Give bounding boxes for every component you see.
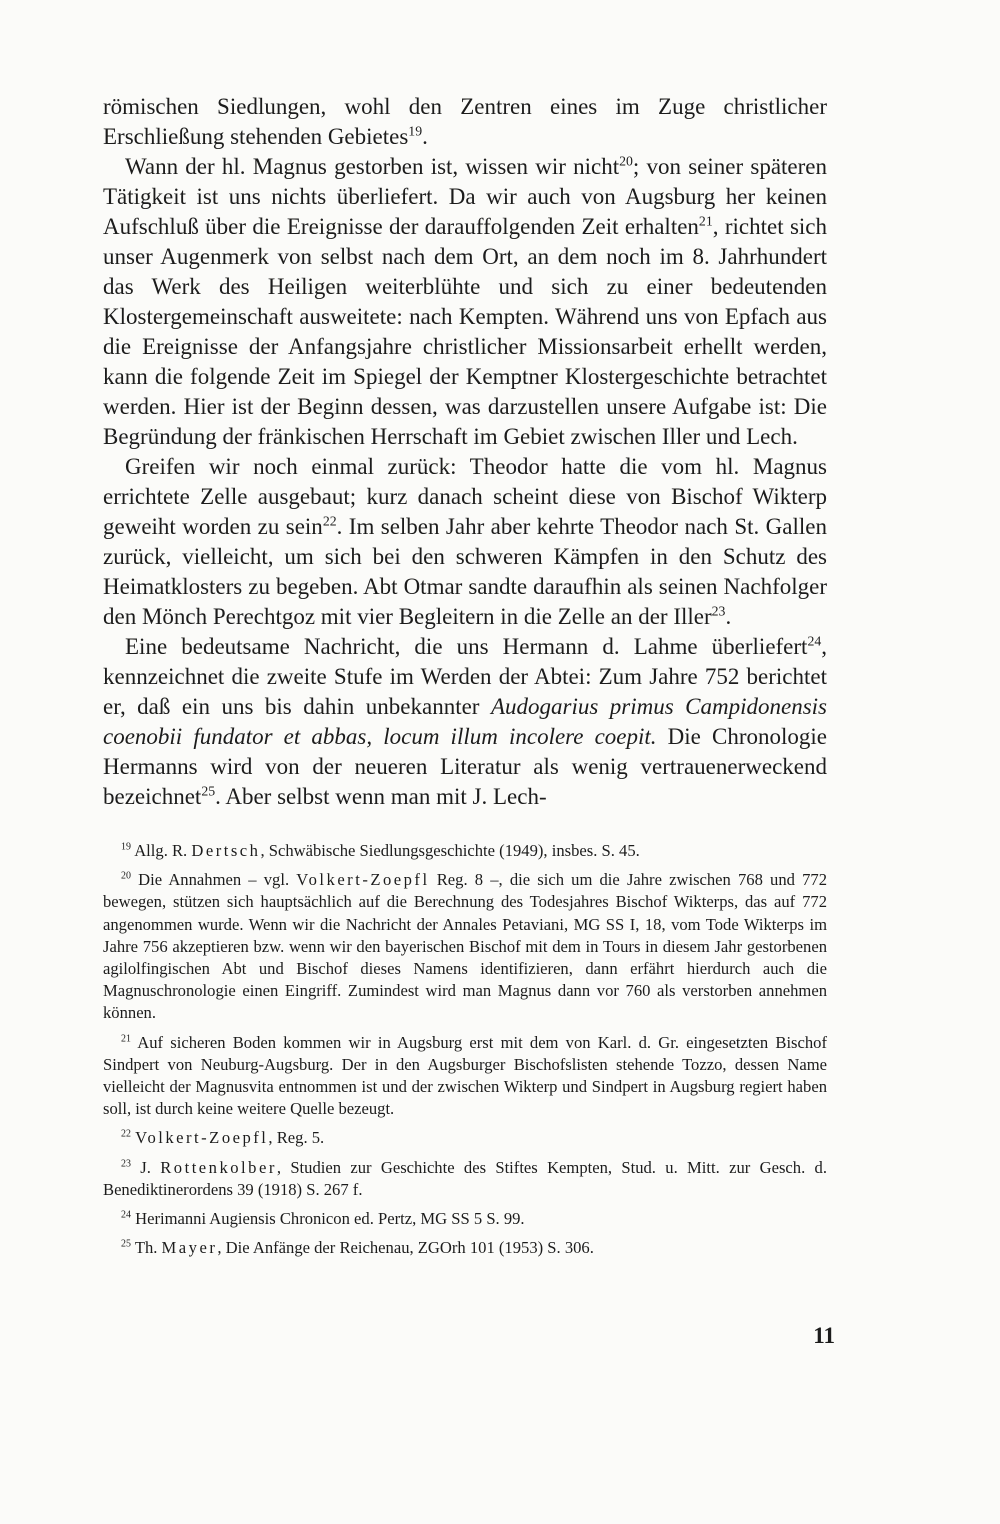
author-name: Rottenkolber: [160, 1157, 277, 1177]
text-run: .: [422, 124, 428, 149]
paragraph-3: [103, 452, 827, 632]
page: [103, 92, 827, 1266]
text-run: , Die Anfänge der Reichenau, ZGOrh 101 (1953) S. 306.: [217, 1238, 594, 1258]
footnote-23: [103, 1157, 827, 1201]
text-run: Auf sicheren Boden kommen wir in Augsburg erst mit dem von Karl. d. Gr. eingesetzten Bischof Sindpert von Neuburg-Augsburg. Der in den Augsburger Bischofslisten stehende Tozzo, dessen Name vielleicht der Magnusvita entnommen ist und der zwischen Wikterp und Sindpert in Augsburg regiert haben soll, ist durch keine weitere Quelle bezeugt.: [103, 1032, 828, 1119]
footnote-number: 21: [121, 1033, 131, 1045]
text-run: . Aber selbst wenn man mit J. Lech-: [215, 784, 547, 809]
text-run: Herimanni Augiensis Chronicon ed. Pertz, MG SS 5 S. 99.: [135, 1209, 525, 1229]
text-run: Reg. 8 –, die sich um die Jahre zwischen 768 und 772 bewegen, stützen sich hauptsächlich auf die Berechnung des Todesjahres Bischof Wikterps, das auf 772 angenommen wurde. Wenn wir die Nachricht der Annales Petaviani, MG SS I, 18, vom Tode Wikterps im Jahre 756 akzeptieren bzw. wenn wir den bayerischen Bischof mit dem in Tours in diesem Jahr gestorbenen agilolfingischen Abt und Bischof dieses Namens identifizieren, dann erfährt hierdurch auch die Magnuschronologie einen Eingriff. Zumindest wird man Magnus dann vor 760 als verstorben annehmen können.: [103, 870, 827, 1023]
text-run: Th.: [134, 1238, 162, 1258]
latin-quote: Audogarius primus Campidonensis coenobii fundator et abbas, locum illum incolere coepit.: [103, 694, 827, 749]
footnote-22: [103, 1127, 827, 1149]
paragraph-2: [103, 152, 827, 452]
paragraph-4: [103, 632, 827, 812]
footnote-ref: 23: [711, 603, 726, 619]
footnote-ref: 25: [201, 783, 216, 799]
footnote-24: [103, 1208, 827, 1230]
footnote-number: 22: [121, 1128, 131, 1140]
footnote-ref: 22: [322, 513, 337, 529]
text-run: Greifen wir noch einmal zurück: Theodor hatte die vom hl. Magnus errichtete Zelle ausgebaut; kurz danach scheint diese von Bischof Wikterp geweiht worden zu sein: [103, 454, 827, 539]
author-name: Volkert-Zoepfl: [135, 1128, 269, 1148]
page-number: 11: [813, 1323, 835, 1348]
footnote-number: 25: [121, 1238, 131, 1250]
author-name: Volkert-Zoepfl: [296, 870, 430, 890]
footnote-20: [103, 869, 827, 1024]
footnote-ref: 20: [619, 153, 633, 169]
text-run: , richtet sich unser Augenmerk von selbst nach dem Ort, an dem noch im 8. Jahrhundert das Werk des Heiligen weiterblühte und sich zu einer bedeutenden Klostergemeinschaft ausweitete: nach Kempten. Während uns von Epfach aus die Ereignisse der Anfangsjahre christlicher Missionsarbeit erhellt werden, kann die folgende Zeit im Spiegel der Kemptner Klostergeschichte betrachtet werden. Hier ist der Beginn dessen, was darzustellen unsere Aufgabe ist: Die Begründung der fränkischen Herrschaft im Gebiet zwischen Iller und Lech.: [103, 214, 827, 449]
text-run: Die Annahmen – vgl.: [138, 870, 297, 890]
footnote-ref: 24: [807, 633, 822, 649]
footnote-ref: 19: [408, 123, 423, 139]
footnotes: [103, 840, 827, 1259]
text-run: Eine bedeutsame Nachricht, die uns Hermann d. Lahme überliefert: [125, 634, 808, 659]
main-text: [103, 92, 827, 812]
text-run: Allg. R.: [134, 841, 192, 860]
text-run: römischen Siedlungen, wohl den Zentren eines im Zuge christlicher Erschließung stehenden Gebietes: [103, 94, 827, 149]
text-run: .: [725, 604, 732, 629]
footnote-number: 19: [121, 841, 131, 853]
text-run: , Studien zur Geschichte des Stiftes Kempten, Stud. u. Mitt. zur Gesch. d. Benediktinerordens 39 (1918) S. 267 f.: [103, 1157, 827, 1199]
text-run: . Im selben Jahr aber kehrte Theodor nach St. Gallen zurück, vielleicht, um sich bei den schweren Kämpfen in den Schutz des Heimatklosters zu begeben. Abt Otmar sandte daraufhin als seinen Nachfolger den Mönch Perechtgoz mit vier Begleitern in die Zelle an der Iller: [103, 514, 827, 629]
footnote-number: 23: [121, 1158, 131, 1170]
footnote-number: 20: [121, 870, 131, 882]
text-run: , Reg. 5.: [268, 1128, 325, 1148]
text-run: ; von seiner späteren Tätigkeit ist uns nichts überliefert. Da wir auch von Augsburg her keinen Aufschluß über die Ereignisse der darauffolgenden Zeit erhalten: [103, 154, 827, 239]
text-run: J.: [140, 1157, 161, 1177]
footnote-19: [103, 840, 827, 862]
text-run: Wann der hl. Magnus gestorben ist, wissen wir nicht: [125, 154, 620, 179]
text-run: Die Chronologie Hermanns wird von der neueren Literatur als wenig vertrauenerweckend bezeichnet: [103, 724, 827, 809]
text-run: , kennzeichnet die zweite Stufe im Werden der Abtei: Zum Jahre 752 berichtet er, daß ein uns bis dahin unbekannter: [103, 634, 827, 719]
footnote-number: 24: [121, 1209, 131, 1221]
footnote-25: [103, 1237, 827, 1259]
footnote-ref: 21: [698, 213, 713, 229]
paragraph-1: [103, 92, 827, 152]
text-run: , Schwäbische Siedlungsgeschichte (1949), insbes. S. 45.: [260, 841, 640, 860]
author-name: Mayer: [161, 1238, 218, 1258]
author-name: Dertsch: [191, 841, 261, 860]
footnote-21: [103, 1032, 827, 1121]
